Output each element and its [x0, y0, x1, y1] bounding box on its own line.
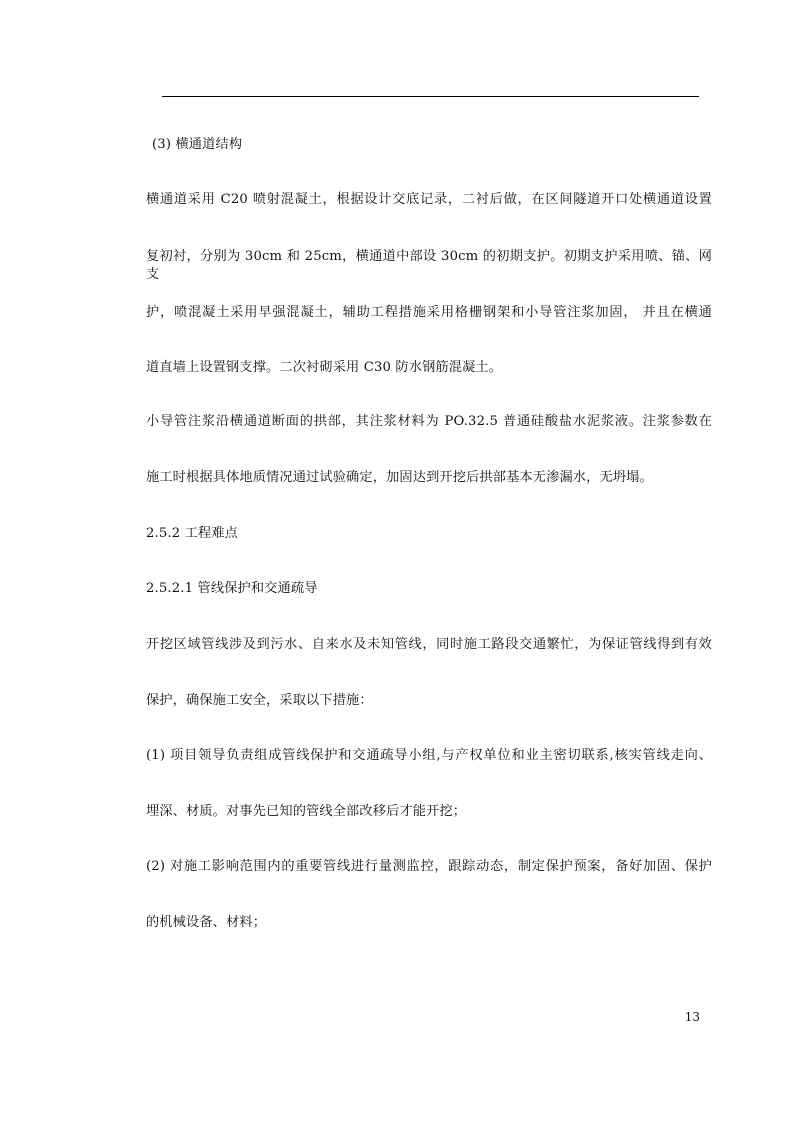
page-number: 13	[684, 1010, 700, 1024]
list-item-line: 的机械设备、材料；	[146, 915, 267, 930]
header-rule	[162, 96, 699, 97]
paragraph-line: 护，喷混凝土采用早强混凝土，辅助工程措施采用格栅钢架和小导管注浆加固， 并且在横通	[146, 305, 712, 320]
section-heading-engineering-difficulties: 2.5.2 工程难点	[146, 526, 238, 541]
paragraph-line: 保护，确保施工安全，采取以下措施：	[146, 693, 373, 708]
list-item-line: (1) 项目领导负责组成管线保护和交通疏导小组,与产权单位和业主密切联系,核实管线走向、	[146, 748, 712, 763]
paragraph-line: 施工时根据具体地质情况通过试验确定，加固达到开挖后拱部基本无渗漏水，无坍塌。	[146, 470, 653, 485]
paragraph-line: 横通道采用 C20 喷射混凝土，根据设计交底记录，二衬后做，在区间隧道开口处横通道设置	[146, 192, 712, 207]
list-item-line: 埋深、材质。对事先已知的管线全部改移后才能开挖；	[146, 804, 467, 819]
paragraph-line: 小导管注浆沿横通道断面的拱部，其注浆材料为 PO.32.5 普通硅酸盐水泥浆液。注浆参数在	[146, 414, 712, 429]
list-item-line: (2) 对施工影响范围内的重要管线进行量测监控，跟踪动态，制定保护预案，备好加固、保护	[146, 859, 712, 874]
subsection-heading-pipeline-protection: 2.5.2.1 管线保护和交通疏导	[146, 581, 318, 596]
paragraph-line: 复初衬，分别为 30cm 和 25cm，横通道中部设 30cm 的初期支护。初期支护采用喷、锚、网支	[146, 249, 712, 282]
section-heading-cross-passage-structure: (3) 横通道结构	[152, 137, 243, 152]
paragraph-line: 开挖区域管线涉及到污水、自来水及未知管线，同时施工路段交通繁忙，为保证管线得到有效	[146, 637, 712, 652]
paragraph-line: 道直墙上设置钢支撑。二次衬砌采用 C30 防水钢筋混凝土。	[146, 360, 503, 375]
